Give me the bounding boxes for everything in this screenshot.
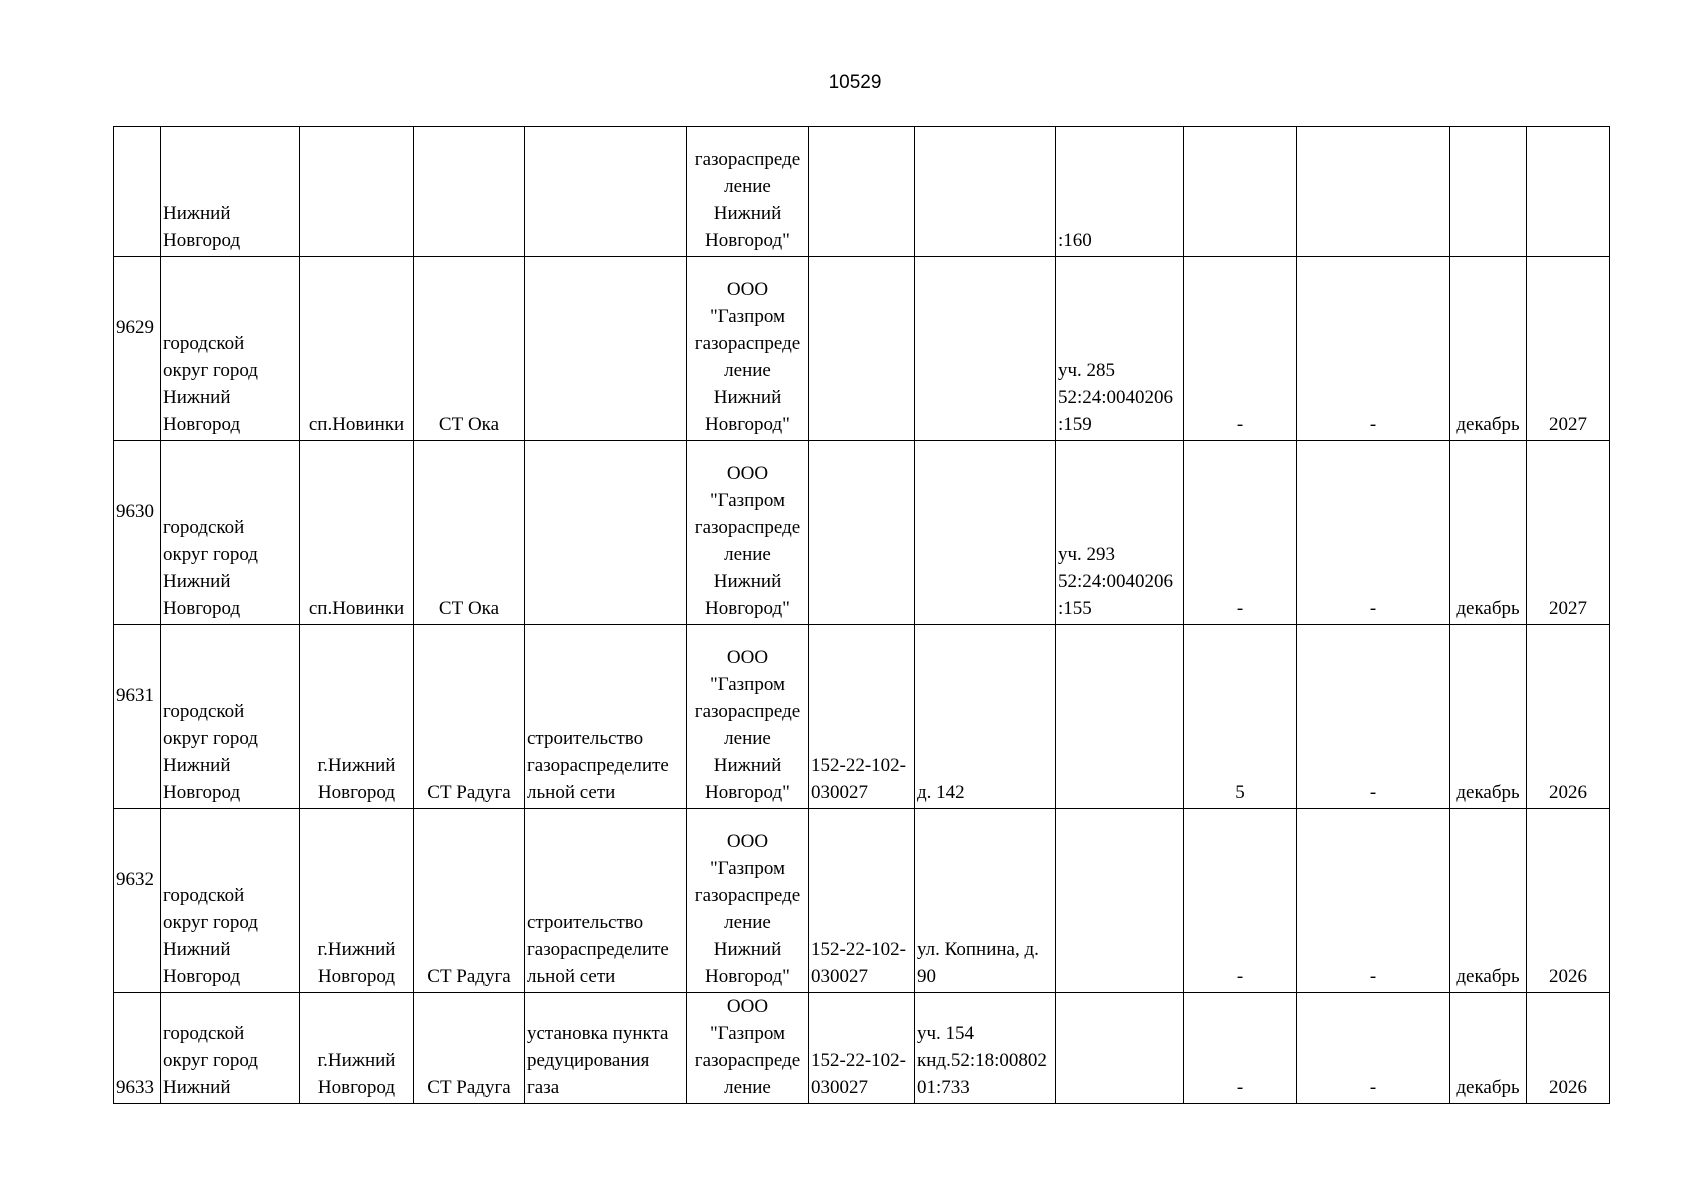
cadastre-cell <box>1056 993 1184 1104</box>
work-line: газораспределите <box>527 755 669 776</box>
cadastre-cell <box>1056 441 1184 625</box>
org-line: Новгород" <box>705 230 790 251</box>
work-line: редуцирования <box>527 1050 650 1071</box>
num-text: 9633 <box>116 1077 154 1098</box>
org-line: Нижний <box>713 755 782 776</box>
address-cell <box>915 809 1056 993</box>
org-line: "Газпром <box>709 674 786 695</box>
district-line: Нижний <box>163 571 231 592</box>
project-code-cell <box>809 127 915 257</box>
district-line: Нижний <box>163 203 231 224</box>
org-line: Новгород" <box>705 966 790 987</box>
work-line: льной сети <box>527 782 616 803</box>
address-line: 90 <box>917 966 936 987</box>
row-number-cell <box>114 441 161 625</box>
org-line: Новгород" <box>705 782 790 803</box>
district-line: Нижний <box>163 755 231 776</box>
year-text: 2027 <box>1549 598 1587 619</box>
org-line: Нижний <box>713 571 782 592</box>
street-cell <box>414 809 525 993</box>
table-row <box>114 127 1610 257</box>
year-cell <box>1527 127 1610 257</box>
address-cell <box>915 993 1056 1104</box>
year-text: 2026 <box>1549 966 1587 987</box>
length-cell <box>1184 993 1297 1104</box>
street-text: СТ Ока <box>438 598 500 619</box>
org-line: Новгород" <box>705 598 790 619</box>
month-text: декабрь <box>1456 966 1520 987</box>
address-cell <box>915 625 1056 809</box>
work-cell <box>525 625 687 809</box>
num-text: 9632 <box>116 869 154 890</box>
address-line: 01:733 <box>917 1077 970 1098</box>
length-cell <box>1184 625 1297 809</box>
work-cell <box>525 809 687 993</box>
street-cell <box>414 993 525 1104</box>
month-text: декабрь <box>1456 414 1520 435</box>
org-line: "Газпром <box>709 1023 786 1044</box>
month-text: декабрь <box>1456 782 1520 803</box>
c10-text: - <box>1236 1077 1244 1098</box>
code-line: 152-22-102- <box>811 1050 906 1071</box>
district-line: Новгород <box>163 966 241 987</box>
organization-cell <box>687 127 809 257</box>
organization-cell <box>687 257 809 441</box>
month-cell <box>1450 441 1527 625</box>
address-line: уч. 154 <box>917 1023 975 1044</box>
project-code-cell <box>809 993 915 1104</box>
org-line: ООО <box>726 831 769 852</box>
cadastre-line: 52:24:0040206 <box>1058 571 1174 592</box>
settlement-line: г.Нижний <box>317 939 396 960</box>
length-cell <box>1184 441 1297 625</box>
org-line: газораспреде <box>694 1050 801 1071</box>
district-line: городской <box>163 885 245 906</box>
settlement-line: г.Нижний <box>317 755 396 776</box>
org-line: Новгород" <box>705 414 790 435</box>
org-line: газораспреде <box>694 149 801 170</box>
org-line: ООО <box>726 279 769 300</box>
work-cell <box>525 993 687 1104</box>
month-cell <box>1450 809 1527 993</box>
work-line: строительство <box>527 728 644 749</box>
district-line: городской <box>163 701 245 722</box>
district-line: городской <box>163 333 245 354</box>
num-text: 9630 <box>116 501 154 522</box>
month-text: декабрь <box>1456 1077 1520 1098</box>
c10-text: 5 <box>1235 782 1245 803</box>
c11-text: - <box>1369 598 1377 619</box>
district-line: округ город <box>163 912 258 933</box>
year-text: 2026 <box>1549 782 1587 803</box>
month-text: декабрь <box>1456 598 1520 619</box>
project-code-cell <box>809 257 915 441</box>
gasification-table <box>113 126 1610 1104</box>
district-line: округ город <box>163 360 258 381</box>
org-line: ООО <box>726 463 769 484</box>
year-cell <box>1527 809 1610 993</box>
district-cell <box>161 993 300 1104</box>
code-line: 152-22-102- <box>811 755 906 776</box>
settlement-line: сп.Новинки <box>308 598 405 619</box>
work-line: газа <box>527 1077 560 1098</box>
table-row <box>114 257 1610 441</box>
street-text: СТ Радуга <box>427 782 511 803</box>
settlement-line: г.Нижний <box>317 1050 396 1071</box>
settlement-cell <box>300 809 414 993</box>
work-line: льной сети <box>527 966 616 987</box>
table-row <box>114 809 1610 993</box>
work-cell <box>525 441 687 625</box>
month-cell <box>1450 625 1527 809</box>
capacity-cell <box>1297 127 1450 257</box>
cadastre-line: :159 <box>1058 414 1092 435</box>
num-text: 9629 <box>116 317 154 338</box>
district-line: округ город <box>163 728 258 749</box>
cadastre-cell <box>1056 809 1184 993</box>
c10-text: - <box>1236 414 1244 435</box>
address-cell <box>915 127 1056 257</box>
org-line: ление <box>724 1077 771 1098</box>
district-line: Нижний <box>163 939 231 960</box>
address-cell <box>915 441 1056 625</box>
organization-cell <box>687 809 809 993</box>
code-line: 030027 <box>811 1077 868 1098</box>
work-line: строительство <box>527 912 644 933</box>
org-line: газораспреде <box>694 333 801 354</box>
c11-text: - <box>1369 414 1377 435</box>
year-text: 2026 <box>1549 1077 1587 1098</box>
street-cell <box>414 257 525 441</box>
settlement-line: Новгород <box>317 782 396 803</box>
cadastre-cell <box>1056 127 1184 257</box>
org-line: ООО <box>726 647 769 668</box>
length-cell <box>1184 257 1297 441</box>
year-cell <box>1527 993 1610 1104</box>
district-cell <box>161 257 300 441</box>
project-code-cell <box>809 441 915 625</box>
settlement-cell <box>300 127 414 257</box>
org-line: газораспреде <box>694 885 801 906</box>
length-cell <box>1184 127 1297 257</box>
capacity-cell <box>1297 625 1450 809</box>
project-code-cell <box>809 625 915 809</box>
org-line: Нижний <box>713 203 782 224</box>
capacity-cell <box>1297 993 1450 1104</box>
district-line: городской <box>163 517 245 538</box>
org-line: газораспреде <box>694 517 801 538</box>
org-line: "Газпром <box>709 306 786 327</box>
capacity-cell <box>1297 257 1450 441</box>
year-cell <box>1527 625 1610 809</box>
work-cell <box>525 257 687 441</box>
c11-text: - <box>1369 782 1377 803</box>
capacity-cell <box>1297 809 1450 993</box>
street-cell <box>414 625 525 809</box>
district-line: Нижний <box>163 387 231 408</box>
org-line: "Газпром <box>709 858 786 879</box>
street-text: СТ Ока <box>438 414 500 435</box>
c10-text: - <box>1236 966 1244 987</box>
org-line: ление <box>724 912 771 933</box>
capacity-cell <box>1297 441 1450 625</box>
organization-cell <box>687 441 809 625</box>
settlement-cell <box>300 257 414 441</box>
table-row <box>114 993 1610 1104</box>
org-line: Нижний <box>713 939 782 960</box>
org-line: ление <box>724 360 771 381</box>
cadastre-line: уч. 285 <box>1058 360 1116 381</box>
district-cell <box>161 441 300 625</box>
district-line: Новгород <box>163 598 241 619</box>
table-row <box>114 625 1610 809</box>
year-cell <box>1527 257 1610 441</box>
org-line: ООО <box>726 996 769 1017</box>
code-line: 152-22-102- <box>811 939 906 960</box>
row-number-cell <box>114 809 161 993</box>
address-cell <box>915 257 1056 441</box>
district-cell <box>161 809 300 993</box>
row-number-cell <box>114 257 161 441</box>
organization-cell <box>687 993 809 1104</box>
district-line: Новгород <box>163 230 241 251</box>
settlement-line: Новгород <box>317 1077 396 1098</box>
org-line: Нижний <box>713 387 782 408</box>
row-number-cell <box>114 127 161 257</box>
street-text: СТ Радуга <box>427 1077 511 1098</box>
district-cell <box>161 625 300 809</box>
organization-cell <box>687 625 809 809</box>
month-cell <box>1450 993 1527 1104</box>
cadastre-line: :155 <box>1058 598 1092 619</box>
address-line: ул. Копнина, д. <box>917 939 1039 960</box>
year-cell <box>1527 441 1610 625</box>
num-text: 9631 <box>116 685 154 706</box>
district-line: округ город <box>163 1050 258 1071</box>
cadastre-line: :160 <box>1058 230 1092 251</box>
c11-text: - <box>1369 966 1377 987</box>
district-line: Нижний <box>163 1077 231 1098</box>
c11-text: - <box>1369 1077 1377 1098</box>
table-row <box>114 441 1610 625</box>
row-number-cell <box>114 993 161 1104</box>
length-cell <box>1184 809 1297 993</box>
district-line: городской <box>163 1023 245 1044</box>
street-text: СТ Радуга <box>427 966 511 987</box>
cadastre-cell <box>1056 625 1184 809</box>
district-line: Новгород <box>163 782 241 803</box>
org-line: ление <box>724 728 771 749</box>
settlement-cell <box>300 625 414 809</box>
page-number: 10529 <box>828 72 882 93</box>
work-line: установка пункта <box>527 1023 669 1044</box>
year-text: 2027 <box>1549 414 1587 435</box>
org-line: "Газпром <box>709 490 786 511</box>
org-line: ление <box>724 176 771 197</box>
settlement-cell <box>300 993 414 1104</box>
row-number-cell <box>114 625 161 809</box>
code-line: 030027 <box>811 966 868 987</box>
code-line: 030027 <box>811 782 868 803</box>
cadastre-line: уч. 293 <box>1058 544 1116 565</box>
work-line: газораспределите <box>527 939 669 960</box>
cadastre-line: 52:24:0040206 <box>1058 387 1174 408</box>
street-cell <box>414 127 525 257</box>
district-line: округ город <box>163 544 258 565</box>
district-cell <box>161 127 300 257</box>
address-line: д. 142 <box>917 782 965 803</box>
settlement-line: сп.Новинки <box>308 414 405 435</box>
org-line: газораспреде <box>694 701 801 722</box>
settlement-line: Новгород <box>317 966 396 987</box>
project-code-cell <box>809 809 915 993</box>
street-cell <box>414 441 525 625</box>
work-cell <box>525 127 687 257</box>
address-line: кнд.52:18:00802 <box>917 1050 1047 1071</box>
org-line: ление <box>724 544 771 565</box>
month-cell <box>1450 127 1527 257</box>
district-line: Новгород <box>163 414 241 435</box>
c10-text: - <box>1236 598 1244 619</box>
cadastre-cell <box>1056 257 1184 441</box>
settlement-cell <box>300 441 414 625</box>
month-cell <box>1450 257 1527 441</box>
